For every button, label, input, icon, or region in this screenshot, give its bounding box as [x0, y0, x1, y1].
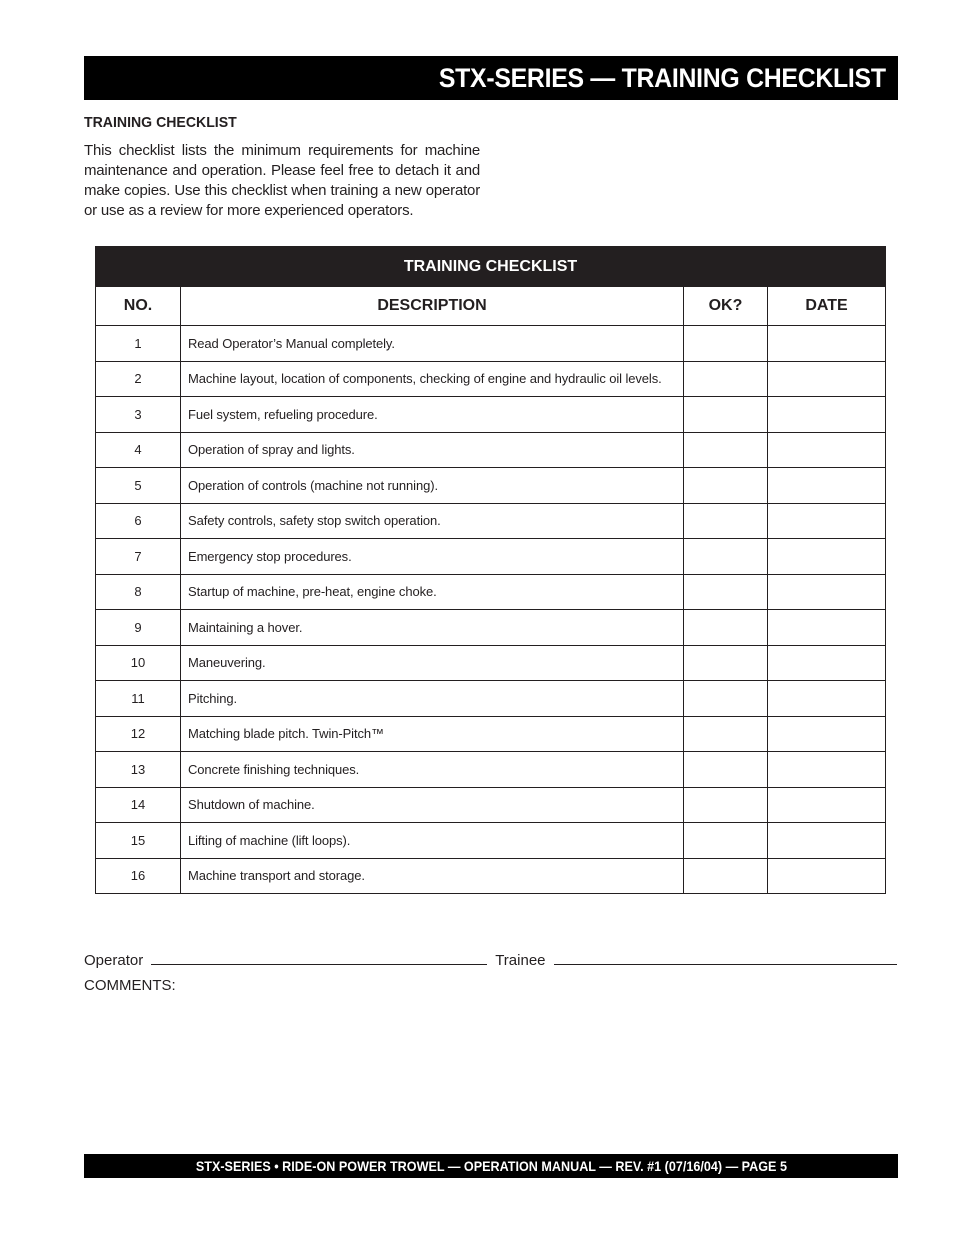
row-number: 14	[96, 787, 181, 823]
row-number: 15	[96, 823, 181, 859]
row-description: Fuel system, refueling procedure.	[181, 397, 684, 433]
row-ok-checkbox[interactable]	[684, 787, 768, 823]
table-row	[96, 574, 886, 610]
row-date-field[interactable]	[768, 361, 886, 397]
table-title-row	[96, 247, 886, 287]
row-description: Shutdown of machine.	[181, 787, 684, 823]
operator-label: Operator	[84, 952, 144, 969]
row-date-field[interactable]	[768, 858, 886, 894]
row-number: 2	[96, 361, 181, 397]
row-ok-checkbox[interactable]	[684, 645, 768, 681]
row-ok-checkbox[interactable]	[684, 574, 768, 610]
row-description: Safety controls, safety stop switch operation.	[181, 503, 684, 539]
row-description: Matching blade pitch. Twin-Pitch™	[181, 716, 684, 752]
table-row	[96, 361, 886, 397]
row-number: 13	[96, 752, 181, 788]
row-ok-checkbox[interactable]	[684, 397, 768, 433]
intro-heading: TRAINING CHECKLIST	[84, 114, 237, 131]
row-number: 16	[96, 858, 181, 894]
row-date-field[interactable]	[768, 752, 886, 788]
row-ok-checkbox[interactable]	[684, 823, 768, 859]
row-date-field[interactable]	[768, 645, 886, 681]
row-description: Emergency stop procedures.	[181, 539, 684, 575]
row-ok-checkbox[interactable]	[684, 361, 768, 397]
row-description: Concrete finishing techniques.	[181, 752, 684, 788]
row-description: Pitching.	[181, 681, 684, 717]
row-number: 1	[96, 326, 181, 362]
row-description: Read Operator’s Manual completely.	[181, 326, 684, 362]
row-date-field[interactable]	[768, 326, 886, 362]
row-date-field[interactable]	[768, 716, 886, 752]
table-row	[96, 397, 886, 433]
row-number: 11	[96, 681, 181, 717]
row-date-field[interactable]	[768, 681, 886, 717]
row-number: 9	[96, 610, 181, 646]
row-ok-checkbox[interactable]	[684, 681, 768, 717]
page-title: STX-SERIES — TRAINING CHECKLIST	[439, 62, 886, 93]
row-number: 8	[96, 574, 181, 610]
row-description: Lifting of machine (lift loops).	[181, 823, 684, 859]
row-number: 5	[96, 468, 181, 504]
intro-paragraph: This checklist lists the minimum requirements for machine maintenance and operation. Please feel free to detach it and make copies. Use this checklist when training a new operator or use as a review for more experienced operators.	[84, 142, 480, 219]
row-date-field[interactable]	[768, 503, 886, 539]
trainee-signature-line[interactable]	[554, 950, 897, 965]
row-description: Maneuvering.	[181, 645, 684, 681]
row-date-field[interactable]	[768, 610, 886, 646]
comments-label: COMMENTS:	[84, 977, 176, 994]
row-date-field[interactable]	[768, 787, 886, 823]
table-row	[96, 468, 886, 504]
row-number: 12	[96, 716, 181, 752]
row-number: 10	[96, 645, 181, 681]
column-header-description: DESCRIPTION	[181, 287, 684, 326]
row-description: Machine layout, location of components, checking of engine and hydraulic oil levels.	[181, 361, 684, 397]
table-header-row	[96, 287, 886, 326]
table-row	[96, 539, 886, 575]
trainee-label: Trainee	[495, 952, 546, 969]
row-date-field[interactable]	[768, 397, 886, 433]
table-row	[96, 858, 886, 894]
table-title: TRAINING CHECKLIST	[96, 247, 886, 287]
table-row	[96, 681, 886, 717]
row-date-field[interactable]	[768, 468, 886, 504]
table-row	[96, 610, 886, 646]
table-row	[96, 716, 886, 752]
row-ok-checkbox[interactable]	[684, 858, 768, 894]
row-number: 6	[96, 503, 181, 539]
row-ok-checkbox[interactable]	[684, 752, 768, 788]
table-row	[96, 645, 886, 681]
row-date-field[interactable]	[768, 432, 886, 468]
row-number: 4	[96, 432, 181, 468]
row-ok-checkbox[interactable]	[684, 610, 768, 646]
footer-text: STX-SERIES • RIDE-ON POWER TROWEL — OPERATION MANUAL — REV. #1 (07/16/04) — PAGE 5	[195, 1158, 787, 1174]
footer-bar	[84, 1154, 898, 1178]
table-row	[96, 503, 886, 539]
operator-signature-line[interactable]	[151, 950, 487, 965]
row-date-field[interactable]	[768, 823, 886, 859]
table-row	[96, 752, 886, 788]
column-header-ok: OK?	[684, 287, 768, 326]
row-ok-checkbox[interactable]	[684, 716, 768, 752]
row-description: Maintaining a hover.	[181, 610, 684, 646]
page-title-bar	[84, 56, 898, 100]
column-header-date: DATE	[768, 287, 886, 326]
row-date-field[interactable]	[768, 574, 886, 610]
row-ok-checkbox[interactable]	[684, 326, 768, 362]
row-ok-checkbox[interactable]	[684, 539, 768, 575]
row-description: Machine transport and storage.	[181, 858, 684, 894]
row-description: Startup of machine, pre-heat, engine choke.	[181, 574, 684, 610]
row-date-field[interactable]	[768, 539, 886, 575]
table-row	[96, 432, 886, 468]
table-row	[96, 823, 886, 859]
row-number: 3	[96, 397, 181, 433]
column-header-no: NO.	[96, 287, 181, 326]
table-body	[96, 326, 886, 894]
row-description: Operation of spray and lights.	[181, 432, 684, 468]
row-description: Operation of controls (machine not running).	[181, 468, 684, 504]
row-ok-checkbox[interactable]	[684, 468, 768, 504]
row-ok-checkbox[interactable]	[684, 503, 768, 539]
signature-row	[84, 950, 897, 969]
table-row	[96, 326, 886, 362]
row-number: 7	[96, 539, 181, 575]
table-row	[96, 787, 886, 823]
training-checklist-table	[95, 246, 886, 894]
row-ok-checkbox[interactable]	[684, 432, 768, 468]
